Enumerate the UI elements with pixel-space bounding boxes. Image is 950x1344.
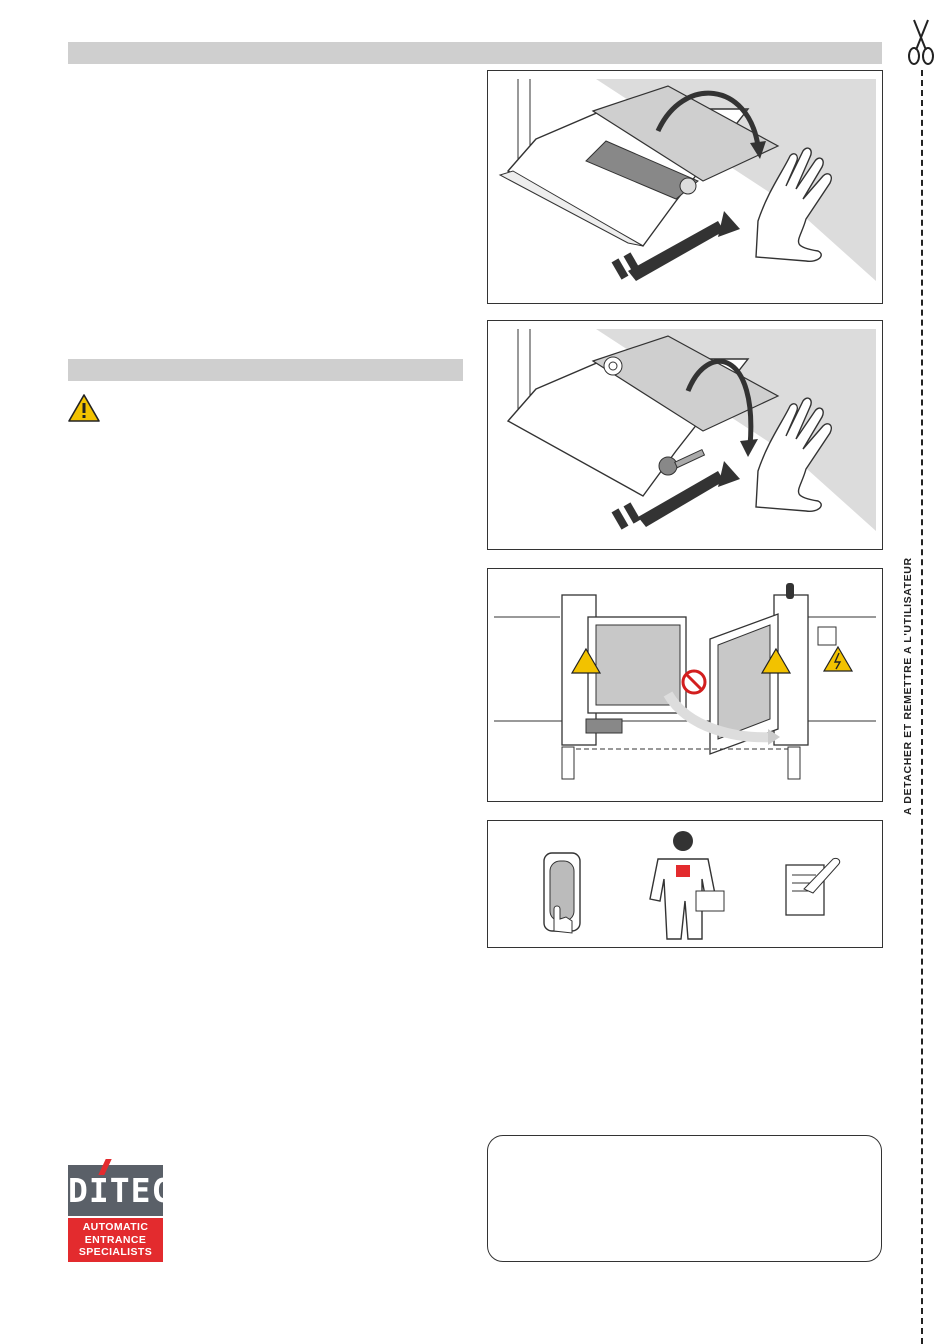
warning-icon (67, 393, 101, 423)
figure-release-lever (487, 70, 883, 304)
logo-tagline (68, 1218, 163, 1262)
push-button-icon (544, 853, 580, 933)
stamp-box (487, 1135, 882, 1262)
logo-tagline-line-2: ENTRANCE (84, 1233, 147, 1246)
section-header-bar-warning (68, 359, 463, 381)
no-pedestrian-icon (683, 671, 705, 693)
logo-tagline-line-1: AUTOMATIC (82, 1221, 149, 1233)
writing-hand-icon (786, 858, 840, 915)
technician-icon (650, 831, 724, 939)
logo-tagline-line-3: SPECIALISTS (78, 1246, 153, 1258)
cut-line (921, 70, 923, 1344)
figure-maintenance (487, 820, 883, 948)
detach-instruction: A DETACHER ET REMETTRE A L'UTILISATEUR (902, 557, 914, 815)
section-header-bar-top (68, 42, 882, 64)
figure-gate-safety (487, 568, 883, 802)
figure-key-release (487, 320, 883, 550)
ditec-logo (68, 1165, 173, 1262)
scissors-icon (906, 18, 936, 66)
electric-hazard-icon (824, 647, 852, 671)
logo-brand-block (68, 1165, 173, 1216)
logo-brand: DITEC (68, 1171, 173, 1210)
